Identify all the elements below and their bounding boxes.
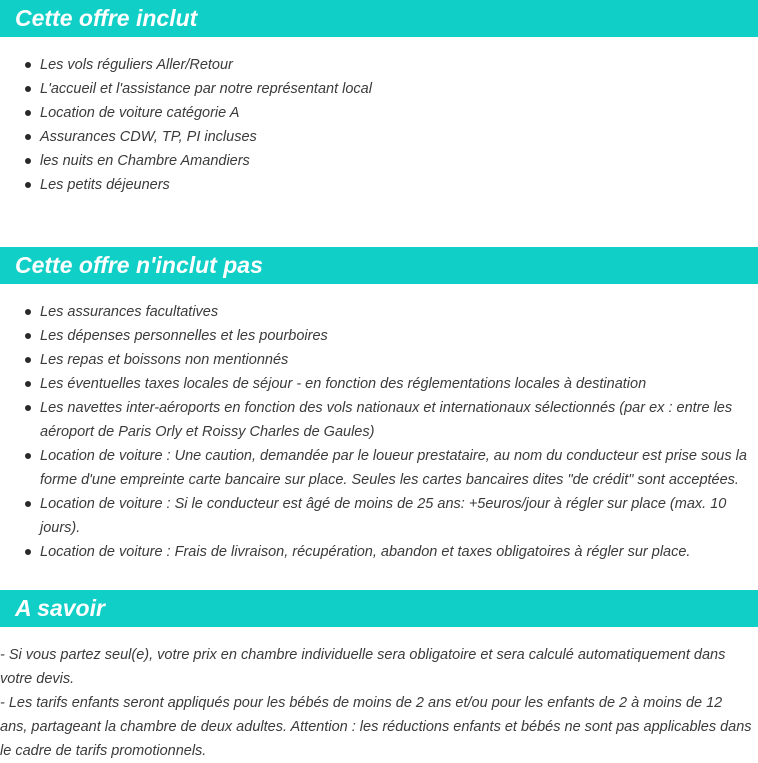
good-to-know-text [0, 643, 752, 763]
list-item: Les assurances facultatives [0, 300, 758, 324]
list-item: Location de voiture catégorie A [0, 101, 758, 125]
section-title-included: Cette offre inclut [0, 0, 758, 37]
list-item: Les repas et boissons non mentionnés [0, 348, 758, 372]
list-item: Les éventuelles taxes locales de séjour - en fonction des réglementations locales à destination [0, 372, 758, 396]
list-item: L'accueil et l'assistance par notre représentant local [0, 77, 758, 101]
section-title-good-to-know: A savoir [0, 590, 758, 627]
list-item: Location de voiture : Frais de livraison, récupération, abandon et taxes obligatoires à régler sur place. [0, 540, 758, 564]
list-item: Assurances CDW, TP, PI incluses [0, 125, 758, 149]
list-item: les nuits en Chambre Amandiers [0, 149, 758, 173]
section-title-not-included: Cette offre n'inclut pas [0, 247, 758, 284]
list-item: Les petits déjeuners [0, 173, 758, 197]
list-item: Location de voiture : Si le conducteur est âgé de moins de 25 ans: +5euros/jour à régler sur place (max. 10 jours). [0, 492, 758, 540]
included-list [0, 53, 758, 197]
info-paragraph: - Les tarifs enfants seront appliqués pour les bébés de moins de 2 ans et/ou pour les enfants de 2 à moins de 12 ans, partageant la chambre de deux adultes. Attention : les réductions enfants et bébés ne sont pas applicables dans le cadre de tarifs promotionnels. [0, 695, 752, 759]
not-included-list [0, 300, 758, 564]
list-item: Les dépenses personnelles et les pourboires [0, 324, 758, 348]
info-paragraph: - Si vous partez seul(e), votre prix en chambre individuelle sera obligatoire et sera calculé automatiquement dans votre devis. [0, 647, 726, 687]
list-item: Les vols réguliers Aller/Retour [0, 53, 758, 77]
list-item: Location de voiture : Une caution, demandée par le loueur prestataire, au nom du conducteur est prise sous la forme d'une empreinte carte bancaire sur place. Seules les cartes bancaires dites "de crédit" sont acceptées. [0, 444, 758, 492]
list-item: Les navettes inter-aéroports en fonction des vols nationaux et internationaux sélectionnés (par ex : entre les aéroport de Paris Orly et Roissy Charles de Gaules) [0, 396, 758, 444]
